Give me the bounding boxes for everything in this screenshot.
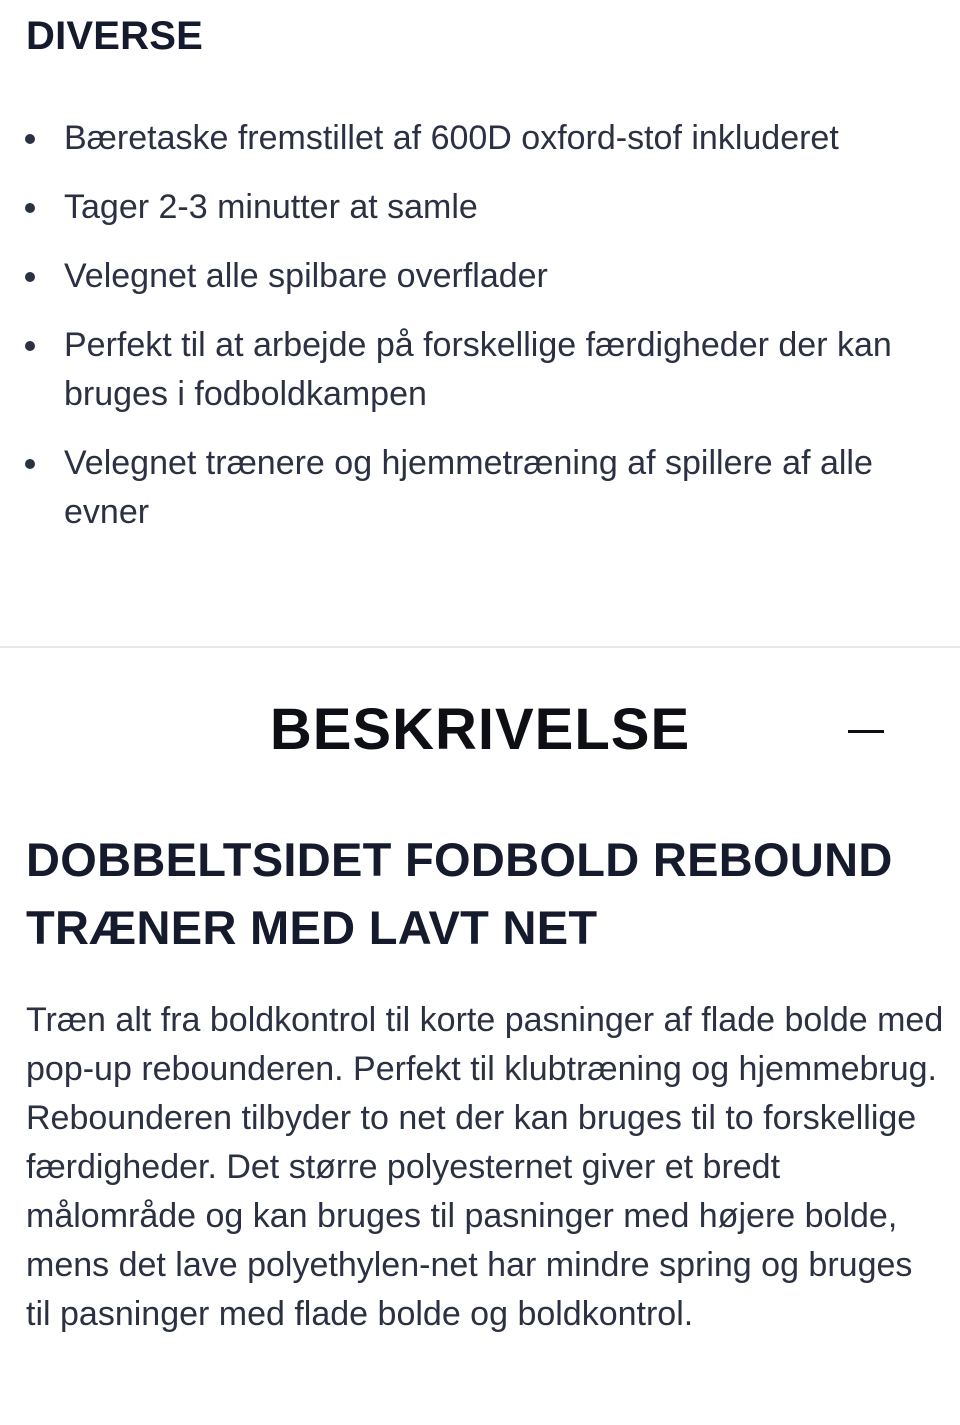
diverse-list-item: [0, 321, 960, 419]
product-description: Træn alt fra boldkontrol til korte pasninger af flade bolde med pop-up rebounderen. Perfekt til klubtræning og hjemmebrug. Rebounderen tilbyder to net der kan bruges til to forskellige færdigheder. Det større polyesternet giver et bredt målområde og kan bruges til pasninger med højere bolde, mens det lave polyethylen-net har mindre spring og bruges til pasninger med flade bolde og boldkontrol.: [26, 1001, 944, 1333]
diverse-heading: DIVERSE: [26, 14, 204, 58]
diverse-bullet-list: [0, 114, 960, 557]
product-title: DOBBELTSIDET FODBOLD REBOUND TRÆNER MED LAVT NET: [26, 833, 893, 954]
diverse-list-item: [0, 252, 960, 301]
section-divider: [0, 646, 960, 648]
diverse-list-item: [0, 439, 960, 537]
beskrivelse-accordion-toggle[interactable]: [0, 690, 960, 780]
list-item-text: Velegnet trænere og hjemmetræning af spillere af alle evner: [64, 444, 873, 531]
list-item-text: Perfekt til at arbejde på forskellige færdigheder der kan bruges i fodboldkampen: [64, 326, 892, 413]
list-item-text: Tager 2-3 minutter at samle: [64, 188, 478, 226]
list-item-text: Velegnet alle spilbare overflader: [64, 257, 548, 295]
bullet-icon: [25, 341, 35, 351]
bullet-icon: [25, 134, 35, 144]
bullet-icon: [25, 272, 35, 282]
diverse-list-item: [0, 183, 960, 232]
diverse-list-item: [0, 114, 960, 163]
minus-icon[interactable]: [848, 730, 884, 733]
bullet-icon: [25, 459, 35, 469]
accordion-title: BESKRIVELSE: [269, 697, 691, 762]
list-item-text: Bæretaske fremstillet af 600D oxford-stof inkluderet: [64, 119, 839, 157]
bullet-icon: [25, 203, 35, 213]
